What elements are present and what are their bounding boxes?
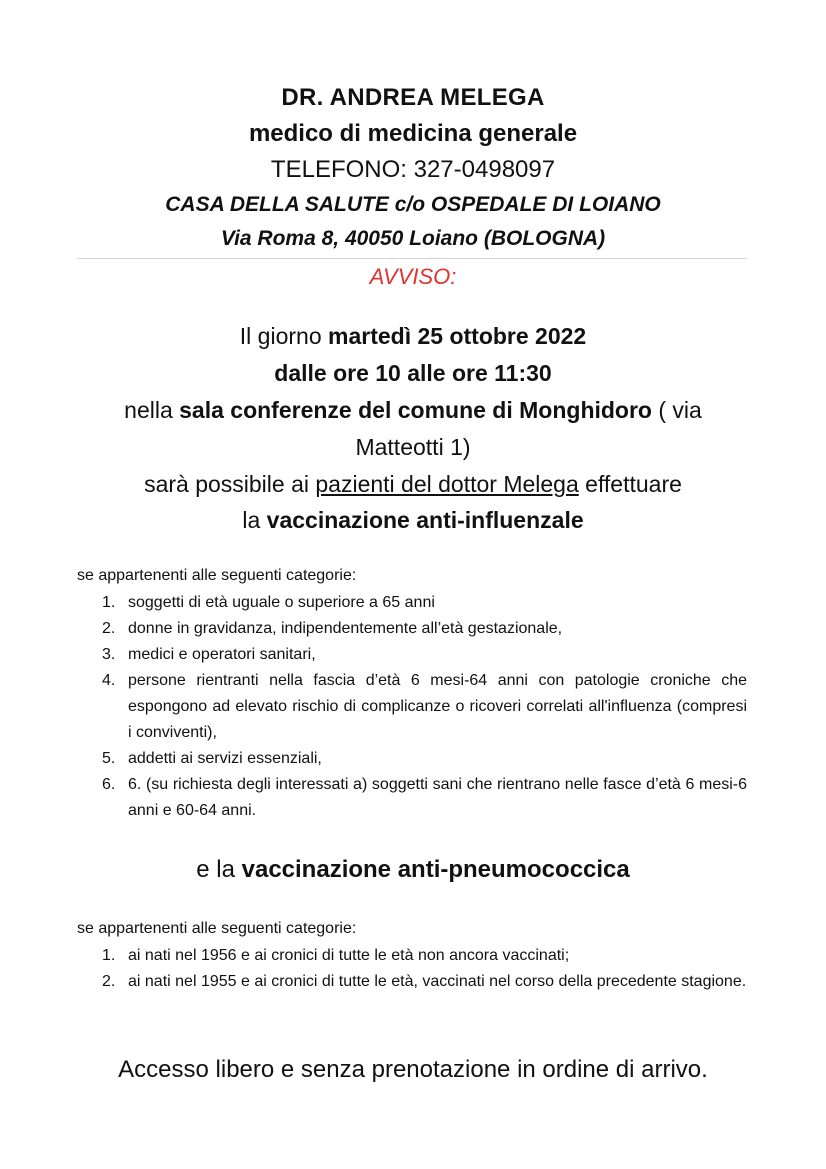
list-item-text: ai nati nel 1955 e ai cronici di tutte le età, vaccinati nel corso della precedente stagione. — [128, 973, 747, 990]
list-item-text: 6. (su richiesta degli interessati a) soggetti sani che rientrano nelle fasce d’età 6 mesi-6 anni e 60-64 anni. — [128, 776, 747, 819]
pneumo-heading — [0, 856, 826, 884]
list-item-text: addetti ai servizi essenziali, — [128, 750, 322, 767]
notice-patients-line — [100, 466, 726, 503]
doctor-phone: TELEFONO: 327-0498097 — [270, 156, 556, 183]
doctor-role: medico di medicina generale — [248, 120, 578, 147]
notice-patients: pazienti del dottor Melega — [315, 471, 579, 497]
list-item-number: 5. — [102, 750, 116, 767]
clinic-address: Via Roma 8, 40050 Loiano (BOLOGNA) — [220, 227, 606, 250]
list-item — [77, 668, 747, 746]
list-item-number: 6. — [102, 776, 116, 793]
access-note: Accesso libero e senza prenotazione in ordine di arrivo. — [118, 1056, 708, 1083]
pneumo-prefix: e la — [196, 856, 242, 883]
list-item — [77, 616, 747, 642]
header-divider — [77, 258, 747, 259]
pneumo-title: vaccinazione anti-pneumococcica — [241, 856, 630, 883]
notice-date-prefix: Il giorno — [239, 323, 328, 349]
list-item-text: medici e operatori sanitari, — [128, 646, 316, 663]
list-item-text: persone rientranti nella fascia d’età 6 mesi-64 anni con patologie croniche che espongono ad elevato rischio di complicanze o ricoveri correlati all'influenza (compresi i conviventi), — [128, 672, 747, 741]
notice-place-suffix: ( via — [651, 397, 702, 423]
list-item — [77, 746, 747, 772]
notice-place-prefix: nella — [124, 397, 180, 423]
list-item — [77, 590, 747, 616]
influenza-categories-list — [77, 590, 747, 824]
list-item-text: donne in gravidanza, indipendentemente all’età gestazionale, — [128, 620, 563, 637]
list-item-number: 3. — [102, 646, 116, 663]
notice-title: AVVISO: — [369, 264, 457, 289]
list-item — [77, 642, 747, 668]
clinic-place: CASA DELLA SALUTE c/o OSPEDALE DI LOIANO — [165, 193, 661, 216]
notice-date: martedì 25 ottobre 2022 — [328, 323, 587, 349]
list-item-number: 2. — [102, 973, 116, 990]
notice-vaccine: vaccinazione anti-influenzale — [266, 507, 584, 533]
list-item-number: 4. — [102, 672, 116, 689]
doctor-name: DR. ANDREA MELEGA — [281, 84, 545, 111]
list-item-text: ai nati nel 1956 e ai cronici di tutte le età non ancora vaccinati; — [128, 947, 570, 964]
list-item — [77, 772, 747, 824]
influenza-intro: se appartenenti alle seguenti categorie: — [77, 567, 357, 584]
list-item-text: soggetti di età uguale o superiore a 65 anni — [128, 594, 435, 611]
notice-place: sala conferenze del comune di Monghidoro — [179, 397, 652, 423]
list-item-number: 1. — [102, 947, 116, 964]
notice-time: dalle ore 10 alle ore 11:30 — [274, 360, 552, 386]
list-item — [77, 969, 747, 995]
pneumo-categories-list — [77, 943, 747, 995]
list-item-number: 1. — [102, 594, 116, 611]
notice-patients-prefix: sarà possibile ai — [144, 471, 316, 497]
pneumo-intro: se appartenenti alle seguenti categorie: — [77, 920, 357, 937]
list-item-number: 2. — [102, 620, 116, 637]
notice-vaccine-line — [100, 502, 726, 539]
notice-patients-suffix: effettuare — [578, 471, 682, 497]
notice-street: Matteotti 1) — [355, 434, 471, 460]
notice-vaccine-prefix: la — [242, 507, 267, 533]
notice-place-line — [100, 392, 726, 429]
list-item — [77, 943, 747, 969]
notice-date-line — [100, 318, 726, 355]
